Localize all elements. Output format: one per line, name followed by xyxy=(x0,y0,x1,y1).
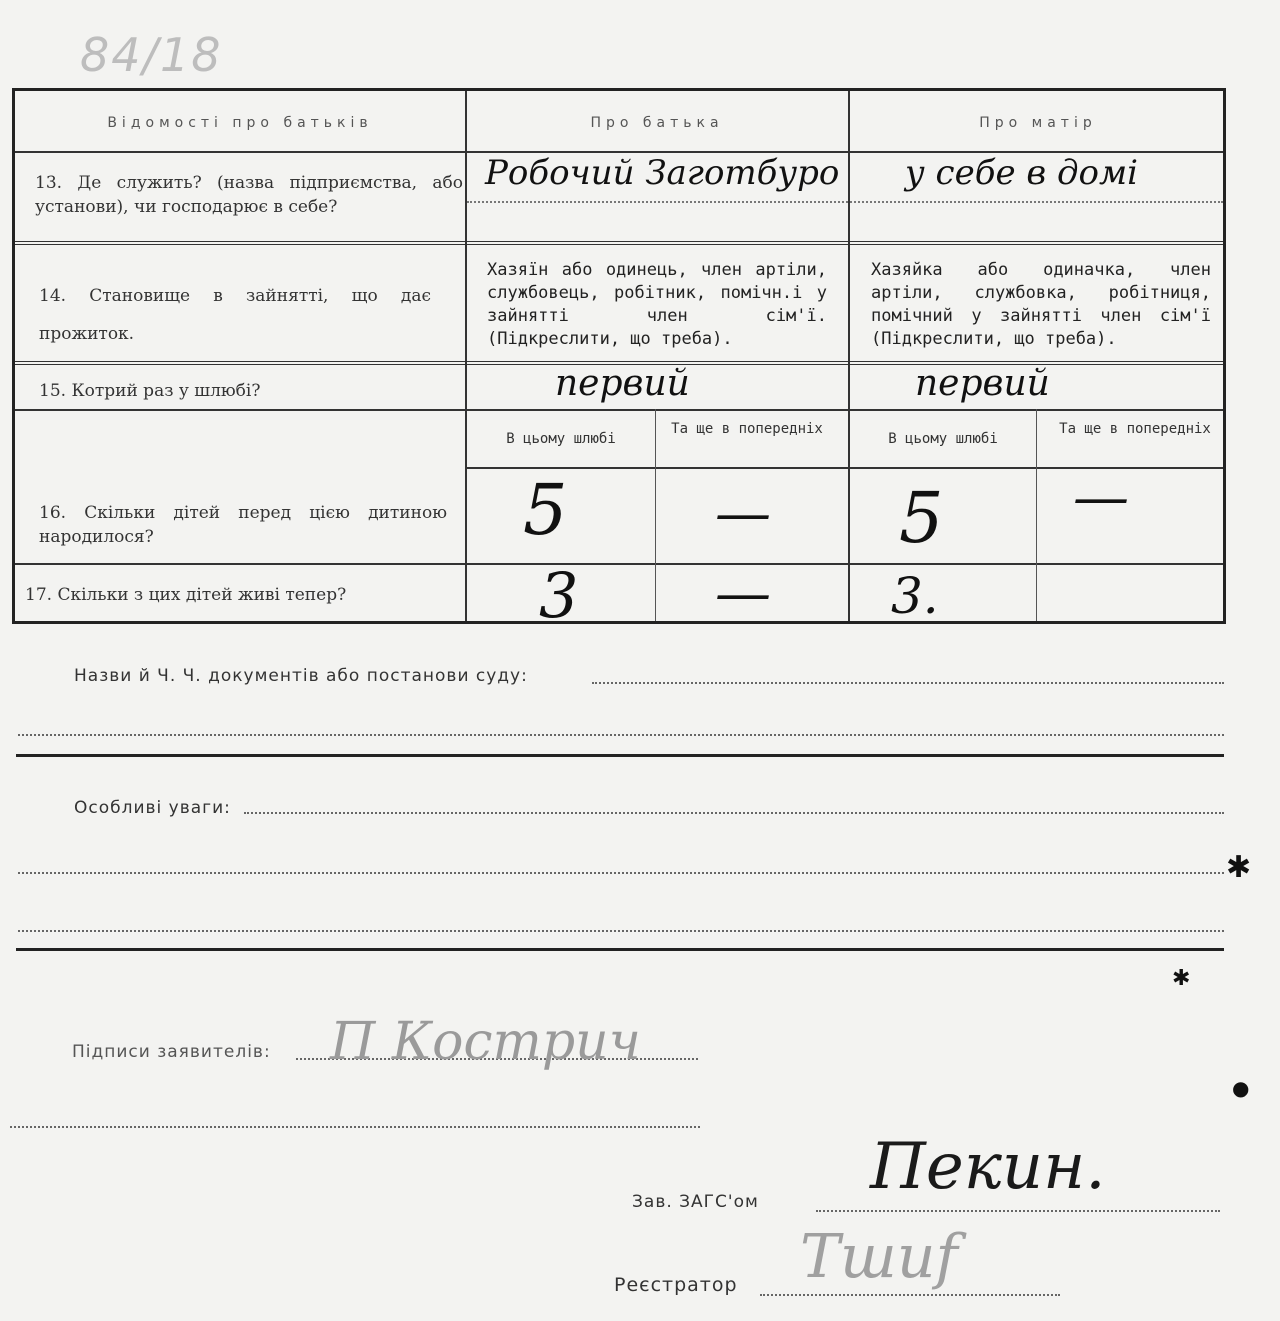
row16-mother-previous: — xyxy=(1073,465,1129,530)
row15-divider xyxy=(15,409,1223,411)
subheader-father-previous: Та ще в попередніх xyxy=(671,421,823,437)
row16-mother-this: 5 xyxy=(899,477,944,559)
mother-subcolumn-divider xyxy=(1036,409,1037,621)
applicant-signature: П Кострич xyxy=(330,1012,641,1072)
column-divider-1 xyxy=(465,91,467,621)
notes-dotted-line-2 xyxy=(18,872,1224,874)
row17-father-previous: — xyxy=(715,561,771,626)
subheader-father-this-marriage: В цьому шлюбі xyxy=(506,431,616,447)
row14-father-options: Хазяїн або одинець, член артіли, службовець, робітник, помічн.і у зайнятті член сім'ї. (Підкреслити, що треба). xyxy=(487,260,827,349)
row16-question: 16. Скільки дітей перед цією дитиною народилося? xyxy=(39,503,447,547)
column-divider-2 xyxy=(848,91,850,621)
row15-question: 15. Котрий раз у шлюбі? xyxy=(39,381,261,401)
row15-father-answer: первий xyxy=(555,363,690,404)
row17-question: 17. Скільки з цих дітей живі тепер? xyxy=(25,585,347,605)
row15-mother-answer: первий xyxy=(915,363,1050,404)
row13-mother-answer: у себе в домі xyxy=(905,153,1139,193)
registrar-signature: Тшиf xyxy=(800,1222,958,1292)
notes-rule xyxy=(16,948,1224,951)
ink-blot-3: ● xyxy=(1232,1076,1250,1100)
head-signature-line xyxy=(816,1210,1220,1212)
ink-blot: ✱ xyxy=(1226,850,1252,885)
row13-dotted-line xyxy=(467,201,1223,203)
documents-dotted-line xyxy=(592,682,1224,684)
documents-rule xyxy=(16,754,1224,757)
row13-father-answer: Робочий Заготбуро xyxy=(485,153,840,193)
notes-dotted-line xyxy=(244,812,1224,814)
row16-father-this: 5 xyxy=(523,469,568,551)
row13-divider xyxy=(15,241,1223,245)
head-of-registry-label: Зав. ЗАГС'ом xyxy=(632,1192,759,1212)
header-parents-info: Відомості про батьків xyxy=(107,115,373,131)
subheader-mother-previous: Та ще в попередніх xyxy=(1059,421,1211,437)
documents-label: Назви й Ч. Ч. документів або постанови суду: xyxy=(74,666,528,686)
page-number: 84/18 xyxy=(80,28,223,82)
header-father: Про батька xyxy=(590,115,724,131)
row14-mother-options: Хазяйка або одиначка, член артіли, службовка, робітниця, помічний у зайнятті член сім'ї (Підкреслити, що треба). xyxy=(871,260,1211,349)
row14-question: 14. Становище в зайнятті, що дає прожиток. xyxy=(39,286,431,344)
notes-label: Особливі уваги: xyxy=(74,798,231,818)
header-mother: Про матір xyxy=(979,115,1097,131)
parents-info-table xyxy=(12,88,1226,632)
subheader-mother-this-marriage: В цьому шлюбі xyxy=(888,431,998,447)
ink-blot-2: ✱ xyxy=(1172,966,1191,991)
row13-question: 13. Де служить? (назва підприємства, або установи), чи господарює в себе? xyxy=(35,173,463,217)
signatures-label: Підписи заявителів: xyxy=(72,1042,271,1062)
registrar-signature-line xyxy=(760,1294,1060,1296)
registrar-label: Реєстратор xyxy=(614,1274,738,1296)
father-subcolumn-divider xyxy=(655,409,656,621)
signatures-dotted-line-2 xyxy=(10,1126,700,1128)
documents-dotted-line-2 xyxy=(18,734,1224,736)
head-signature: Пекин. xyxy=(870,1130,1106,1204)
notes-dotted-line-3 xyxy=(18,930,1224,932)
row17-father-this: 3 xyxy=(539,559,579,632)
row17-mother-this: 3. xyxy=(891,567,939,625)
row16-father-previous: — xyxy=(715,481,771,546)
row16-divider xyxy=(15,563,1223,565)
